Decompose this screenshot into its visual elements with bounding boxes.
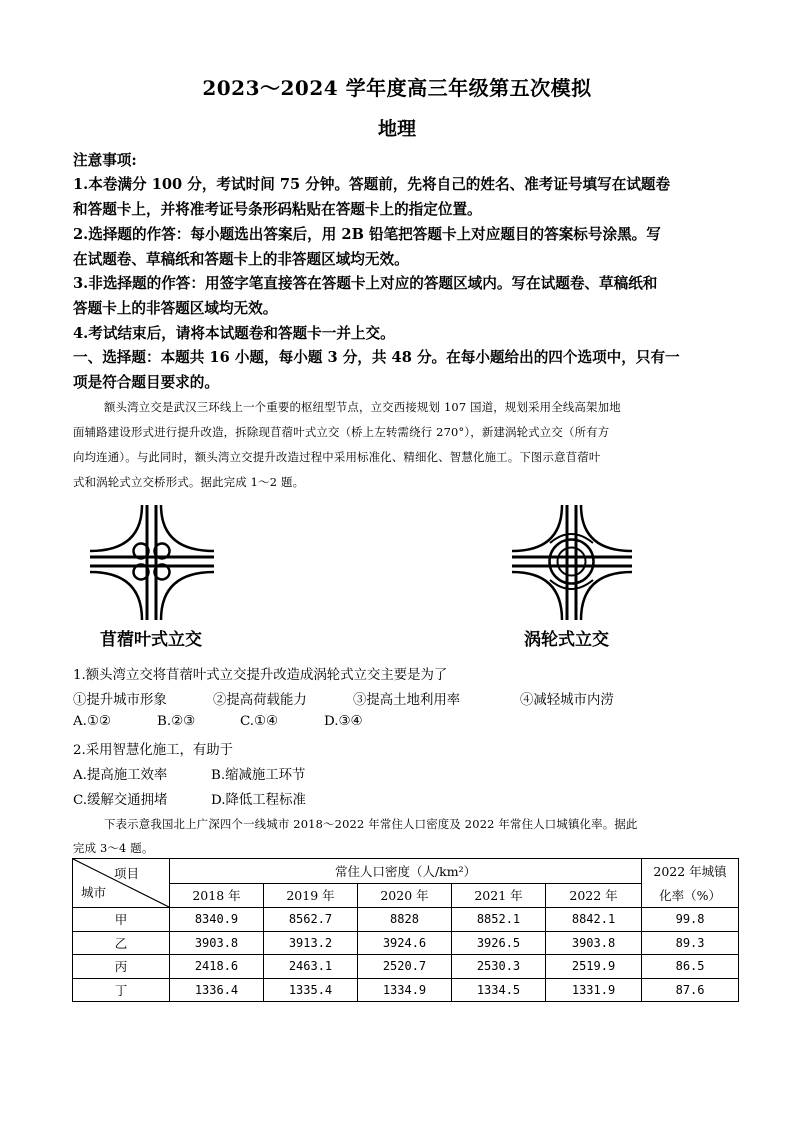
q1-item: ②提高荷载能力 [213, 693, 307, 708]
turbine-interchange-icon [512, 505, 632, 620]
q1-choice-d: D.③④ [324, 714, 363, 729]
density-cell: 8340.9 [170, 908, 264, 932]
density-cell: 3924.6 [358, 931, 452, 955]
table-row [73, 978, 739, 1002]
q1-choice-c: C.①④ [240, 714, 279, 729]
density-cell: 3903.8 [546, 931, 642, 955]
urbanization-cell: 87.6 [642, 978, 739, 1002]
q2-choice-c: C.缓解交通拥堵 [73, 793, 168, 808]
density-cell: 8852.1 [452, 908, 546, 932]
urbanization-header-2: 化率（%） [642, 883, 739, 908]
turbine-caption: 涡轮式立交 [524, 630, 609, 649]
cloverleaf-interchange-icon [90, 505, 214, 620]
density-cell: 8828 [358, 908, 452, 932]
passage-line: 面辅路建设形式进行提升改造，拆除现苜蓿叶式立交（桥上左转需绕行 270°），新建涡轮式立交（所有方 [73, 425, 610, 439]
year-header: 2021 年 [452, 883, 546, 908]
density-cell: 1334.9 [358, 978, 452, 1002]
city-cell: 丁 [73, 978, 170, 1002]
density-cell: 1331.9 [546, 978, 642, 1002]
urbanization-cell: 89.3 [642, 931, 739, 955]
notice-line: 1.本卷满分 100 分，考试时间 75 分钟。答题前，先将自己的姓名、准考证号填写在试题卷 [73, 176, 671, 193]
q2-choice-a: A.提高施工效率 [73, 768, 168, 783]
passage-line: 额头湾立交是武汉三环线上一个重要的枢纽型节点，立交西接规划 107 国道，规划采用全线高架加地 [104, 400, 621, 414]
passage-line: 式和涡轮式立交桥形式。据此完成 1～2 题。 [73, 475, 305, 489]
density-cell: 1334.5 [452, 978, 546, 1002]
notice-line: 3.非选择题的作答：用签字笔直接答在答题卡上对应的答题区域内。写在试题卷、草稿纸和 [73, 275, 658, 292]
density-cell: 1336.4 [170, 978, 264, 1002]
density-cell: 1335.4 [264, 978, 358, 1002]
urbanization-cell: 99.8 [642, 908, 739, 932]
notice-line: 4.考试结束后，请将本试题卷和答题卡一并上交。 [73, 325, 395, 342]
density-cell: 8842.1 [546, 908, 642, 932]
passage-line: 向均连通）。与此同时，额头湾立交提升改造过程中采用标准化、精细化、智慧化施工。下图示意苜蓿叶 [73, 450, 601, 464]
year-header: 2020 年 [358, 883, 452, 908]
density-cell: 2520.7 [358, 955, 452, 979]
city-cell: 甲 [73, 908, 170, 932]
notice-line: 和答题卡上，并将准考证号条形码粘贴在答题卡上的指定位置。 [73, 201, 482, 218]
density-cell: 2519.9 [546, 955, 642, 979]
q1-item: ①提升城市形象 [73, 693, 167, 708]
table-corner-cell [73, 859, 170, 908]
density-cell: 3903.8 [170, 931, 264, 955]
density-cell: 8562.7 [264, 908, 358, 932]
interchange-diagram [72, 495, 642, 657]
year-header: 2019 年 [264, 883, 358, 908]
table-row [73, 955, 739, 979]
density-cell: 3913.2 [264, 931, 358, 955]
q1-choice-b: B.②③ [157, 714, 196, 729]
passage-line: 下表示意我国北上广深四个一线城市 2018～2022 年常住人口密度及 2022 年常住人口城镇化率。据此 [104, 817, 638, 831]
interchange-figure [72, 495, 642, 657]
notice-line: 2.选择题的作答：每小题选出答案后，用 2B 铅笔把答题卡上对应题目的答案标号涂黑。写 [73, 226, 661, 243]
q1-item: ④减轻城市内涝 [520, 693, 614, 708]
table-row [73, 908, 739, 932]
q1-item: ③提高土地利用率 [353, 693, 461, 708]
year-header: 2022 年 [546, 883, 642, 908]
notice-line: 答题卡上的非答题区域均无效。 [73, 300, 278, 317]
urbanization-header-1: 2022 年城镇 [642, 859, 739, 884]
q2-choice-d: D.降低工程标准 [211, 793, 306, 808]
city-cell: 乙 [73, 931, 170, 955]
notice-heading: 注意事项: [73, 152, 137, 169]
passage-line: 完成 3～4 题。 [73, 841, 154, 855]
year-header: 2018 年 [170, 883, 264, 908]
notice-line: 在试题卷、草稿纸和答题卡上的非答题区域均无效。 [73, 251, 409, 268]
density-cell: 3926.5 [452, 931, 546, 955]
corner-label-city: 城市 [81, 885, 107, 900]
corner-label-item: 项目 [113, 866, 139, 881]
q1-choice-a: A.①② [73, 714, 111, 729]
urbanization-cell: 86.5 [642, 955, 739, 979]
density-cell: 2418.6 [170, 955, 264, 979]
section-heading: 项是符合题目要求的。 [73, 374, 219, 391]
density-cell: 2463.1 [264, 955, 358, 979]
q2-choice-b: B.缩减施工环节 [211, 768, 306, 783]
subject-title: 地理 [377, 118, 416, 140]
cloverleaf-caption: 苜蓿叶式立交 [100, 630, 202, 649]
question-1-stem: 1.额头湾立交将苜蓿叶式立交提升改造成涡轮式立交主要是为了 [73, 668, 448, 683]
table-row [73, 931, 739, 955]
density-cell: 2530.3 [452, 955, 546, 979]
density-group-header: 常住人口密度（人/km²） [170, 859, 642, 884]
exam-title: 2023～2024 学年度高三年级第五次模拟 [202, 76, 592, 100]
section-heading: 一、选择题：本题共 16 小题，每小题 3 分，共 48 分。在每小题给出的四个选项中，只有一 [73, 349, 680, 366]
population-density-table [72, 858, 739, 1002]
city-cell: 丙 [73, 955, 170, 979]
question-2-stem: 2.采用智慧化施工，有助于 [73, 743, 234, 758]
